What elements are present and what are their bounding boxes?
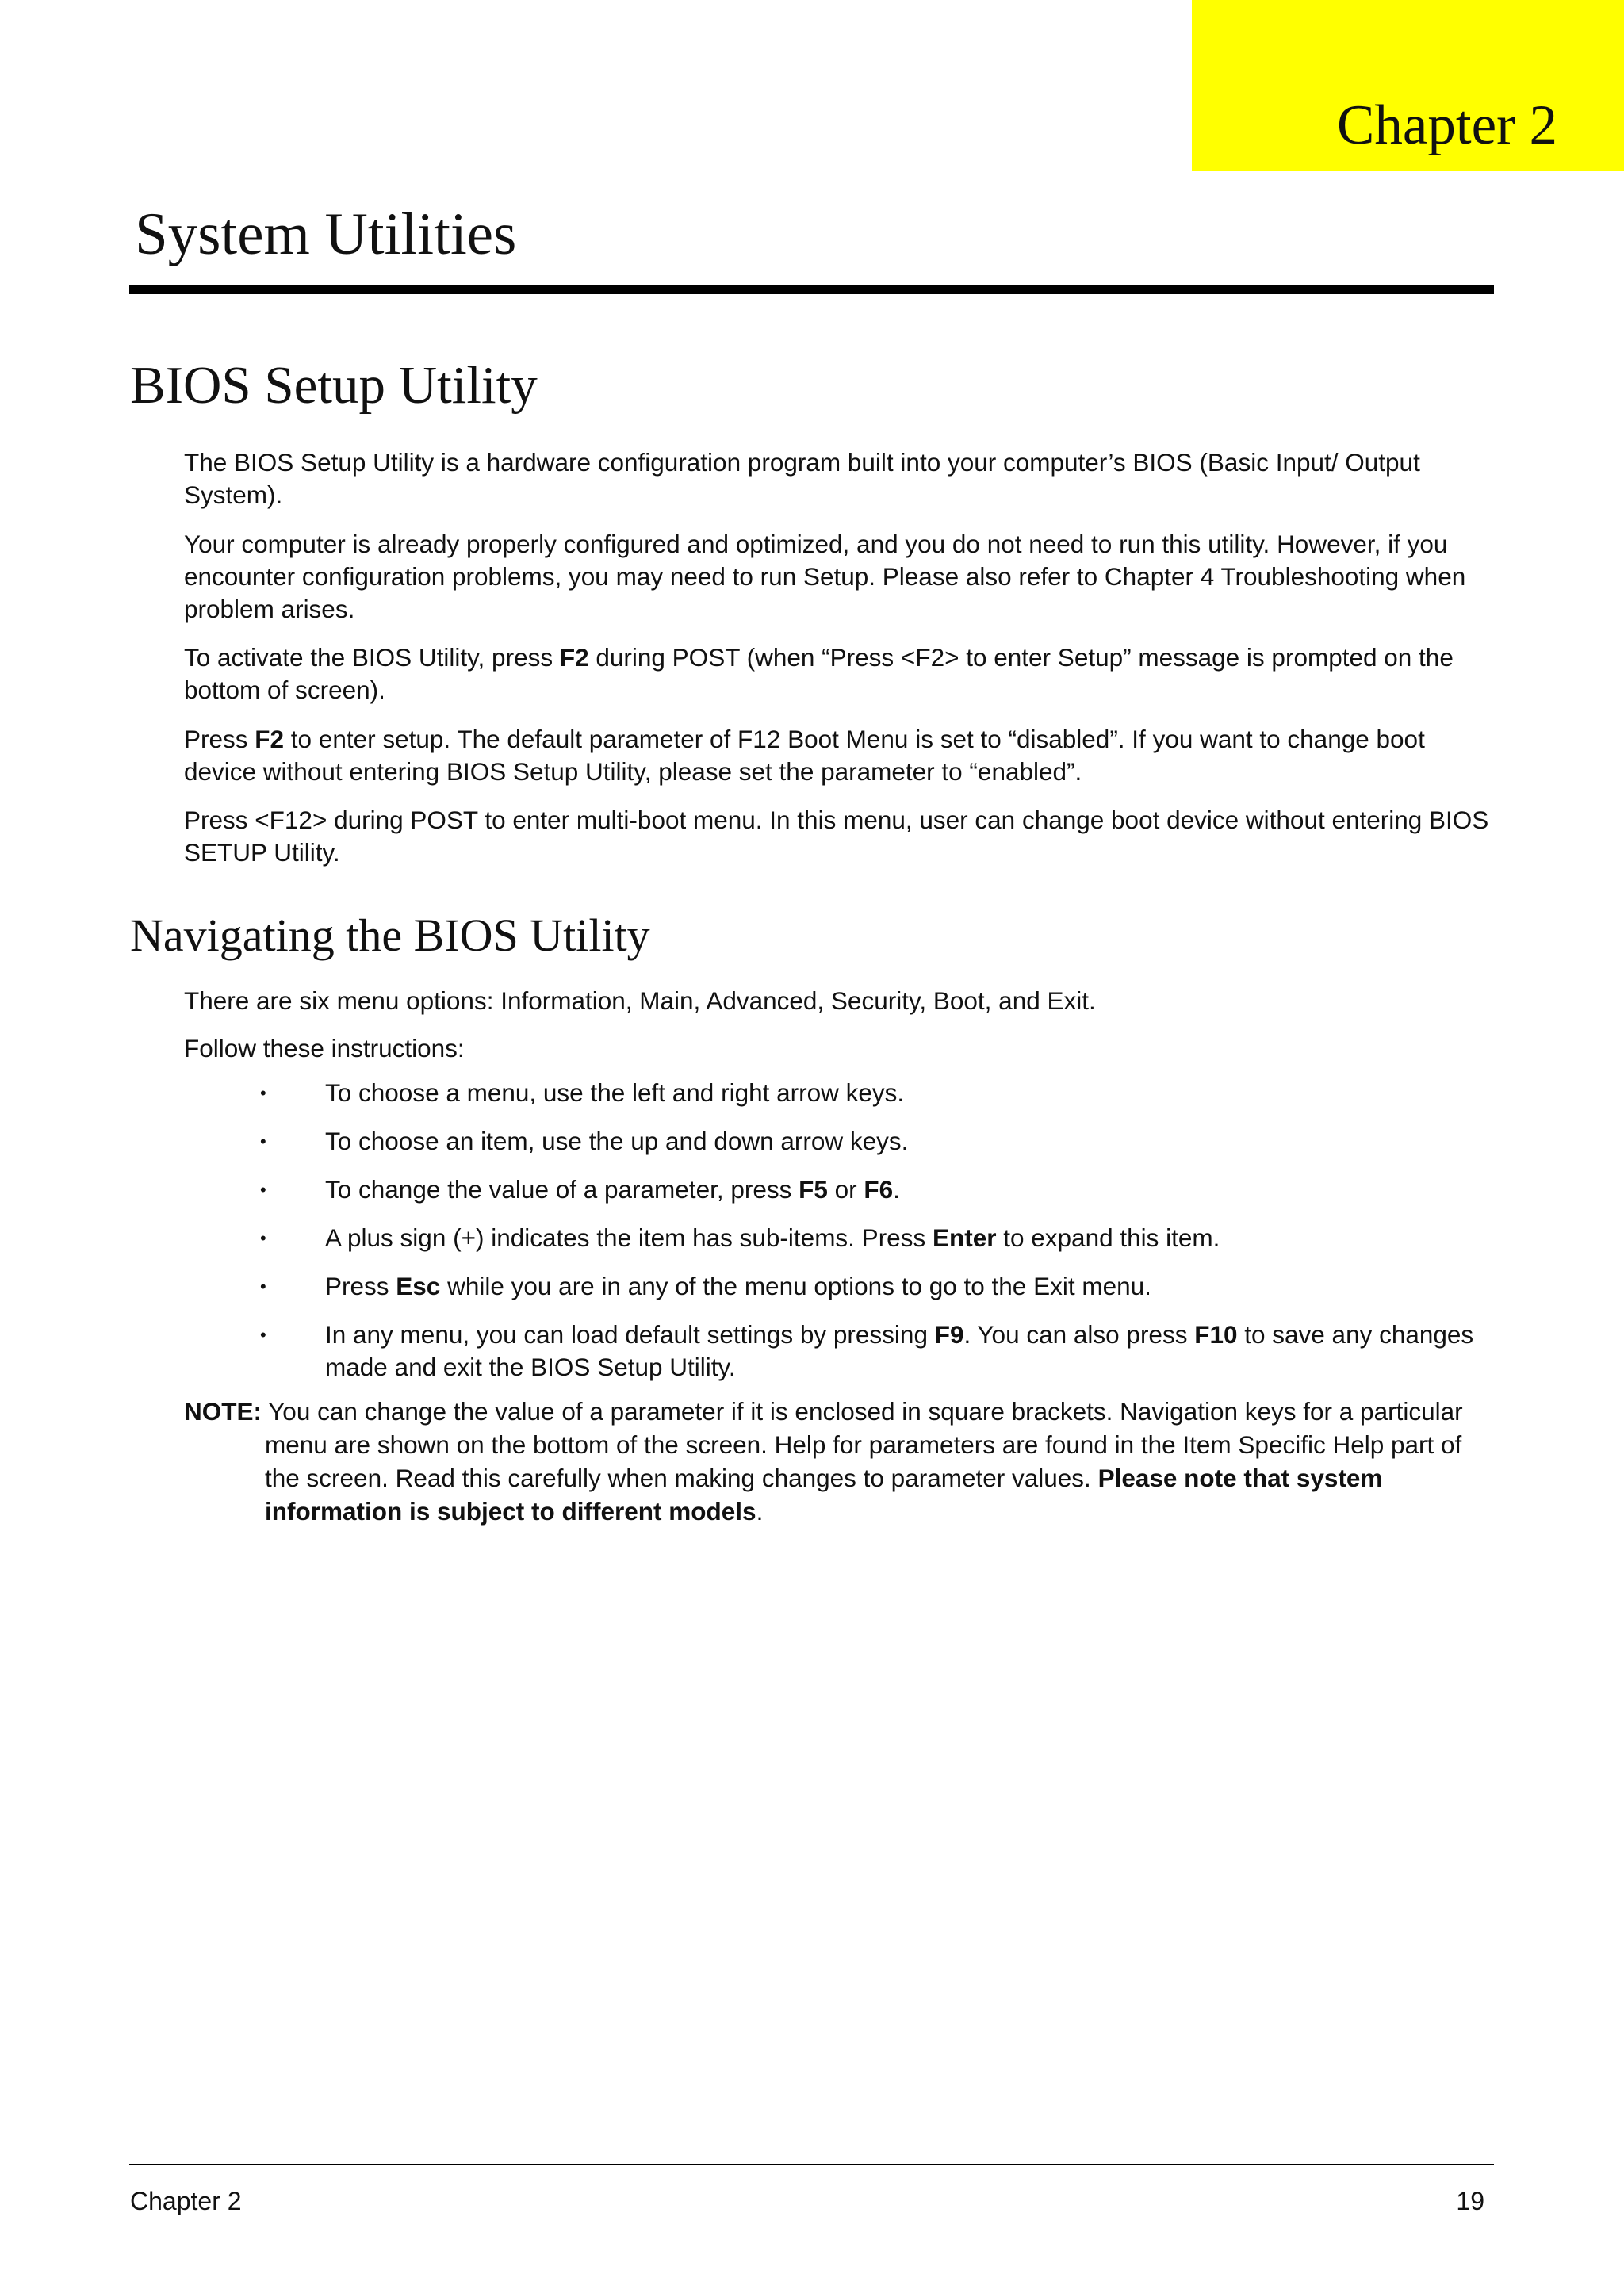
bullet-icon: • (260, 1277, 266, 1296)
paragraph-4-text (184, 723, 1500, 788)
list-item-text-part: . (893, 1175, 900, 1204)
note-text: You can change the value of a parameter if it is enclosed in square brackets. Navigation keys for a particular menu are shown on the bottom of the screen. Help for parameters are found in the Item Specific Help part of the screen. Read this carefully when making changes to parameter values. (262, 1397, 1463, 1492)
note-end: . (756, 1497, 764, 1526)
paragraph-4 (184, 723, 1500, 788)
paragraph-3-b: during POST (when “Press <F2> to enter Setup” message is prompted on the bottom of screen). (184, 643, 1454, 704)
chapter-tab-label: Chapter 2 (1336, 94, 1557, 156)
key-f5: F5 (799, 1175, 828, 1204)
list-item-text-part: . You can also press (963, 1320, 1195, 1349)
menu-options-intro (184, 985, 1500, 1017)
list-item (184, 1173, 1500, 1206)
bullet-icon: • (260, 1325, 266, 1345)
instruction-list (184, 1077, 1500, 1399)
list-item (184, 1319, 1500, 1384)
list-item-text-part: or (827, 1175, 864, 1204)
list-item (184, 1222, 1500, 1254)
note-emphasis: Please note that system information is subject to different models (265, 1464, 1383, 1526)
paragraph-1-text: The BIOS Setup Utility is a hardware configuration program built into your computer’s BIOS (Basic Input/ Output System). (184, 448, 1420, 509)
paragraph-2-text: Your computer is already properly configured and optimized, and you do not need to run this utility. However, if you encounter configuration problems, you may need to run Setup. Please also refer to Chapter 4 Troubleshooting when problem arises. (184, 530, 1466, 623)
bullet-icon: • (260, 1180, 266, 1200)
instructions-label (184, 1032, 1500, 1065)
list-item-text: To choose an item, use the up and down arrow keys. (325, 1127, 909, 1155)
footer-chapter: Chapter 2 (130, 2187, 242, 2215)
page-title: System Utilities (135, 201, 517, 267)
paragraph-4-b: to enter setup. The default parameter of F12 Boot Menu is set to “disabled”. If you want to change boot device without entering BIOS Setup Utility, please set the parameter to “enabled”. (184, 725, 1425, 786)
bullet-icon: • (260, 1228, 266, 1248)
list-item-text (325, 1272, 1151, 1300)
list-item-text-part: To change the value of a parameter, press (325, 1175, 799, 1204)
paragraph-5-text: Press <F12> during POST to enter multi-boot menu. In this menu, user can change boot device without entering BIOS SETUP Utility. (184, 806, 1489, 867)
note-label-text: NOTE: (184, 1397, 262, 1426)
menu-options-intro-text: There are six menu options: Information, Main, Advanced, Security, Boot, and Exit. (184, 986, 1096, 1015)
list-item-text (325, 1223, 1220, 1252)
note-label (184, 1397, 262, 1426)
paragraph-1 (184, 446, 1500, 511)
paragraph-2 (184, 528, 1500, 626)
paragraph-3-a: To activate the BIOS Utility, press (184, 643, 560, 672)
paragraph-4-a: Press (184, 725, 255, 753)
list-item-text (325, 1175, 900, 1204)
key-enter: Enter (932, 1223, 997, 1252)
list-item-text: To choose a menu, use the left and right arrow keys. (325, 1078, 905, 1107)
list-item-text-part: while you are in any of the menu options to go to the Exit menu. (440, 1272, 1151, 1300)
key-f10: F10 (1194, 1320, 1238, 1349)
paragraph-3 (184, 641, 1500, 706)
chapter-tab (1192, 0, 1624, 171)
list-item-text-part: Press (325, 1272, 396, 1300)
note-body (184, 1395, 1500, 1528)
key-f6: F6 (864, 1175, 894, 1204)
list-item (184, 1125, 1500, 1158)
list-item-text-part: In any menu, you can load default settings by pressing (325, 1320, 935, 1349)
note-block (184, 1395, 1500, 1528)
list-item-text-part: A plus sign (+) indicates the item has sub-items. Press (325, 1223, 933, 1252)
list-item-text-part: to expand this item. (996, 1223, 1220, 1252)
list-item-text (325, 1320, 1473, 1381)
bullet-icon: • (260, 1131, 266, 1151)
list-item-text-part: to save any changes made and exit the BIOS Setup Utility. (325, 1320, 1474, 1381)
list-item (184, 1270, 1500, 1303)
section-heading-bios-setup: BIOS Setup Utility (130, 356, 538, 415)
instructions-label-text: Follow these instructions: (184, 1034, 465, 1062)
footer-rule (129, 2164, 1494, 2165)
paragraph-3-text (184, 641, 1500, 706)
paragraph-5 (184, 804, 1500, 869)
subsection-heading-navigating: Navigating the BIOS Utility (130, 909, 650, 961)
page-number: 19 (1456, 2187, 1484, 2215)
list-item (184, 1077, 1500, 1109)
key-f2: F2 (255, 725, 285, 753)
bullet-icon: • (260, 1083, 266, 1103)
key-f9: F9 (934, 1320, 964, 1349)
title-rule (129, 285, 1494, 294)
key-esc: Esc (396, 1272, 441, 1300)
key-f2: F2 (559, 643, 589, 672)
